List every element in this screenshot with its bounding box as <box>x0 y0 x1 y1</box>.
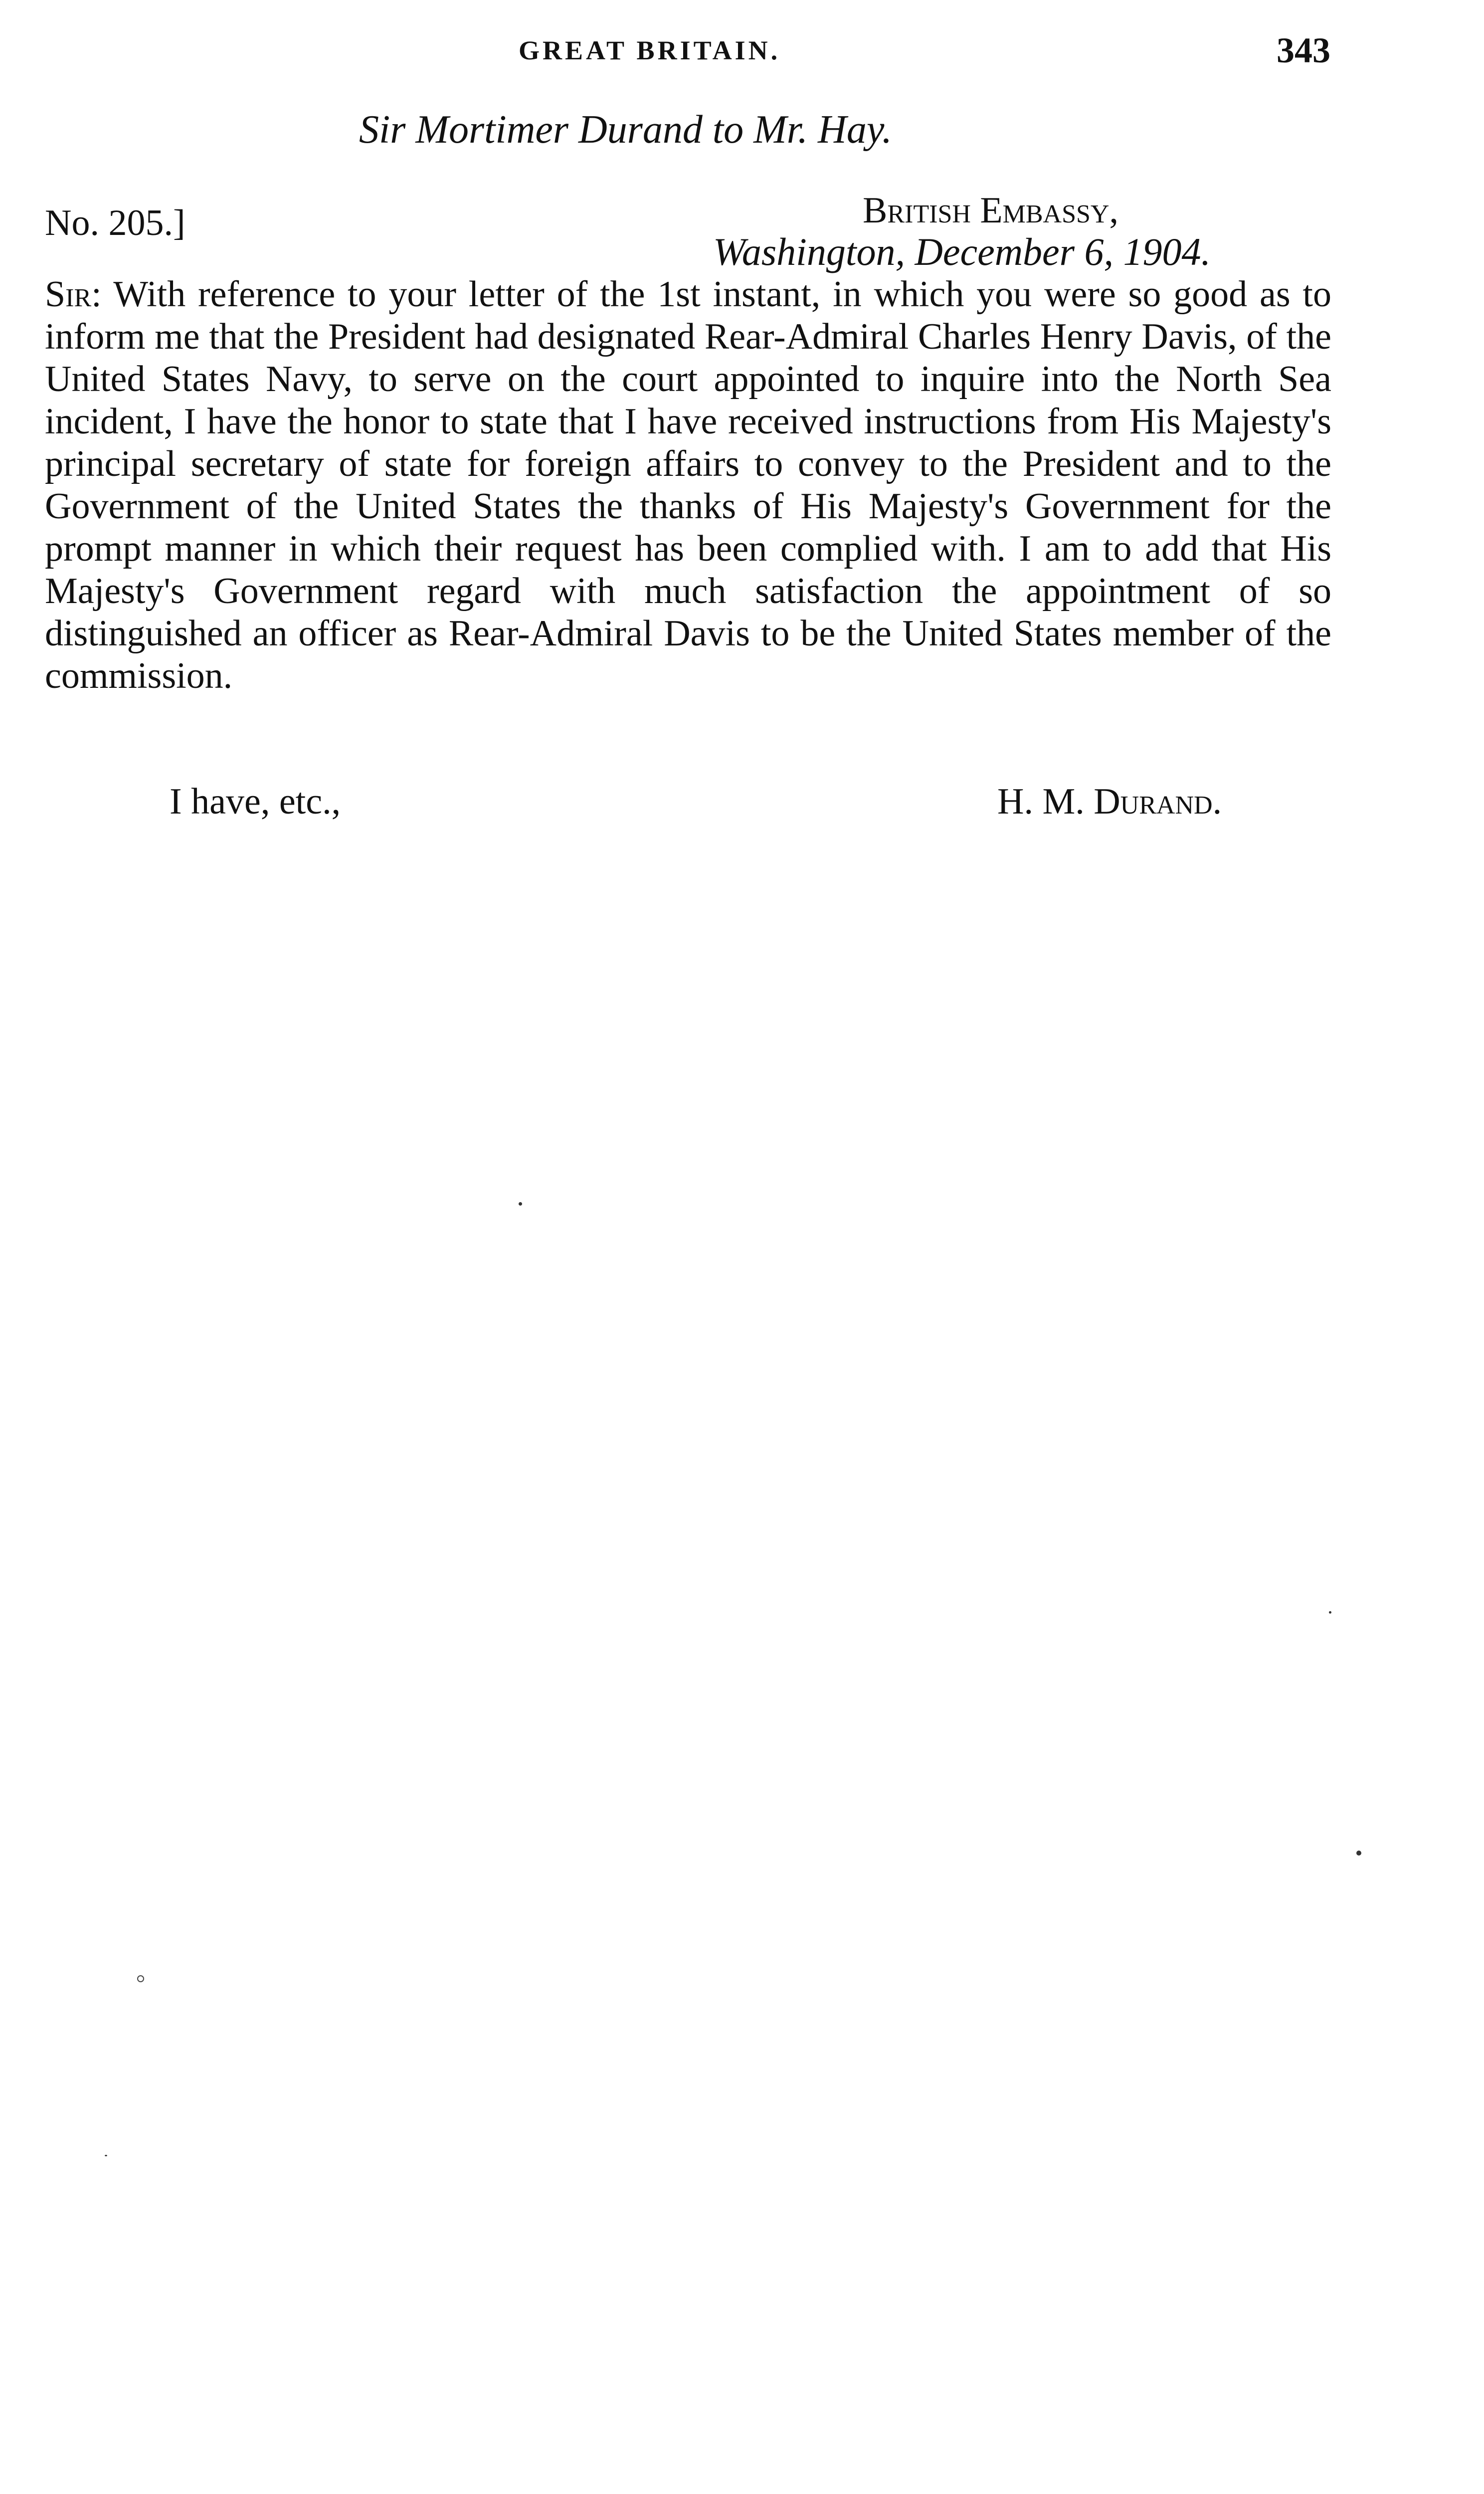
running-head <box>0 30 1484 75</box>
document-number: No. 205.] <box>45 203 186 243</box>
salutation: Sir <box>45 274 92 315</box>
body-paragraph: : With reference to your letter of the 1st instant, in which you were so good as to inform me that the President had designated Rear-Admiral Charles Henry Davis, of the United States Navy, to serve on the court appointed to inquire into the North Sea incident, I have the honor to state that I have received instructions from His Majesty's principal secretary of state for foreign affairs to convey to the President and to the Government of the United States the thanks of His Majesty's Government for the prompt manner in which their request has been complied with. I am to add that His Majesty's Government regard with much satisfaction the appointment of so distinguished an officer as Rear-Admiral Davis to be the United States member of the commission. <box>45 274 1331 696</box>
scan-speck <box>137 1975 144 1982</box>
letter-title: Sir Mortimer Durand to Mr. Hay. <box>359 108 892 152</box>
scan-speck <box>1329 1611 1331 1614</box>
page-number: 343 <box>1277 30 1330 70</box>
letter-body <box>45 273 1331 697</box>
scan-speck <box>105 2155 107 2156</box>
scan-speck <box>519 1202 522 1206</box>
closing-line: I have, etc., <box>170 781 341 822</box>
embassy-heading: British Embassy, <box>863 190 1118 231</box>
dateline: Washington, December 6, 1904. <box>713 230 1211 273</box>
scan-speck <box>1356 1851 1361 1856</box>
signature: H. M. Durand. <box>997 781 1222 822</box>
running-title: GREAT BRITAIN. <box>519 35 781 65</box>
